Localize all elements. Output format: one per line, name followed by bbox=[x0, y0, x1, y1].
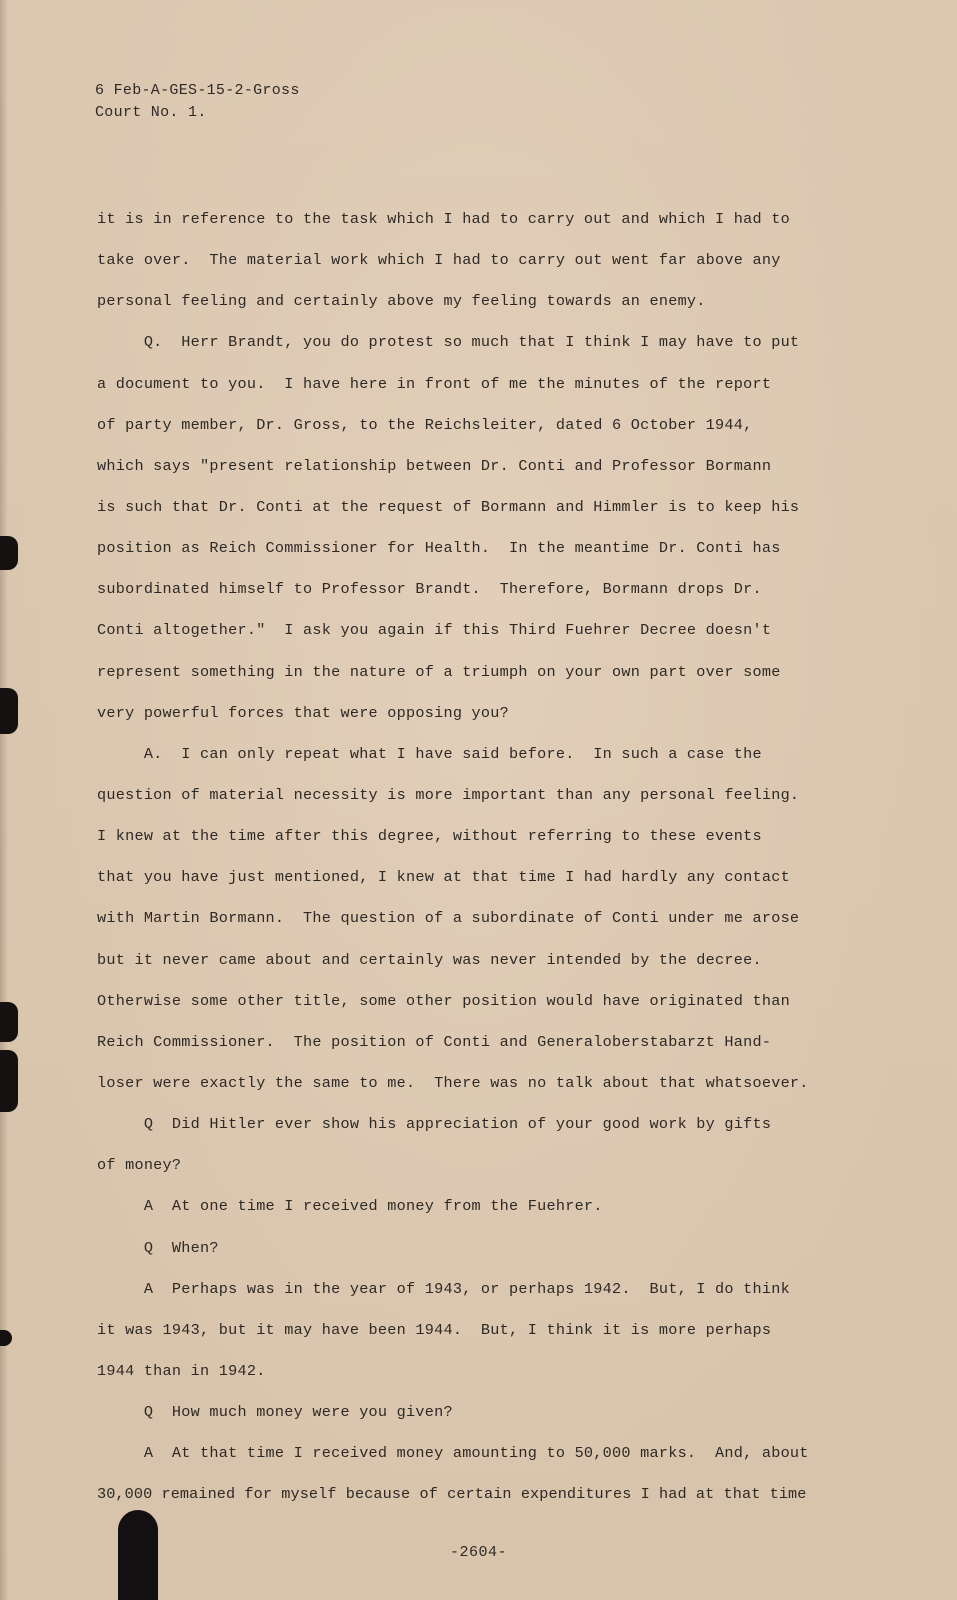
text-line: Conti altogether." I ask you again if this Third Fuehrer Decree doesn't bbox=[97, 621, 772, 640]
text-line: that you have just mentioned, I knew at that time I had hardly any contact bbox=[97, 868, 790, 887]
text-line: 30,000 remained for myself because of certain expenditures I had at that time bbox=[97, 1485, 807, 1504]
text-line: subordinated himself to Professor Brandt. Therefore, Bormann drops Dr. bbox=[97, 580, 762, 599]
text-line: with Martin Bormann. The question of a subordinate of Conti under me arose bbox=[97, 909, 800, 928]
binder-hole-1 bbox=[0, 536, 18, 570]
text-line: question of material necessity is more important than any personal feeling. bbox=[97, 785, 800, 804]
text-line: which says "present relationship between Dr. Conti and Professor Bormann bbox=[97, 456, 772, 475]
binder-hole-3 bbox=[0, 1002, 18, 1042]
text-line: I knew at the time after this degree, without referring to these events bbox=[97, 827, 762, 846]
text-line: loser were exactly the same to me. There was no talk about that whatsoever. bbox=[97, 1073, 809, 1092]
text-line: A At that time I received money amounting to 50,000 marks. And, about bbox=[97, 1444, 809, 1463]
text-line: is such that Dr. Conti at the request of Bormann and Himmler is to keep his bbox=[97, 497, 800, 516]
text-line: of money? bbox=[97, 1156, 182, 1175]
text-line: A. I can only repeat what I have said before. In such a case the bbox=[97, 744, 762, 763]
text-line: it is in reference to the task which I had to carry out and which I had to bbox=[97, 210, 790, 228]
text-line: A Perhaps was in the year of 1943, or perhaps 1942. But, I do think bbox=[97, 1279, 790, 1298]
text-line: represent something in the nature of a triumph on your own part over some bbox=[97, 662, 781, 681]
text-line: very powerful forces that were opposing you? bbox=[97, 703, 510, 722]
header-court: Court No. 1. bbox=[95, 104, 207, 121]
binder-hole-2 bbox=[0, 688, 18, 734]
binder-hole-5 bbox=[0, 1330, 12, 1346]
header-reference: 6 Feb-A-GES-15-2-Gross bbox=[95, 82, 300, 99]
page-edge-shadow bbox=[0, 0, 8, 1600]
binder-hole-4 bbox=[0, 1050, 18, 1112]
text-line: a document to you. I have here in front of me the minutes of the report bbox=[97, 374, 772, 393]
text-line: Otherwise some other title, some other position would have originated than bbox=[97, 991, 790, 1010]
text-line: position as Reich Commissioner for Health. In the meantime Dr. Conti has bbox=[97, 539, 781, 558]
text-line: A At one time I received money from the Fuehrer. bbox=[97, 1197, 603, 1216]
page-number: -2604- bbox=[449, 1544, 507, 1561]
text-line: it was 1943, but it may have been 1944. But, I think it is more perhaps bbox=[97, 1320, 772, 1339]
text-line: Q Did Hitler ever show his appreciation of your good work by gifts bbox=[97, 1115, 772, 1134]
text-line: Q. Herr Brandt, you do protest so much that I think I may have to put bbox=[97, 333, 800, 352]
text-line: Q How much money were you given? bbox=[97, 1403, 453, 1422]
text-line: 1944 than in 1942. bbox=[97, 1361, 266, 1380]
text-line: take over. The material work which I had to carry out went far above any bbox=[97, 251, 781, 270]
text-line: Q When? bbox=[97, 1238, 219, 1257]
text-line: but it never came about and certainly was never intended by the decree. bbox=[97, 950, 762, 969]
document-header bbox=[95, 80, 300, 124]
text-line: personal feeling and certainly above my feeling towards an enemy. bbox=[97, 292, 706, 311]
text-line: of party member, Dr. Gross, to the Reichsleiter, dated 6 October 1944, bbox=[97, 415, 753, 434]
text-line: Reich Commissioner. The position of Conti and Generaloberstabarzt Hand- bbox=[97, 1032, 772, 1051]
transcript-body bbox=[97, 199, 897, 1516]
